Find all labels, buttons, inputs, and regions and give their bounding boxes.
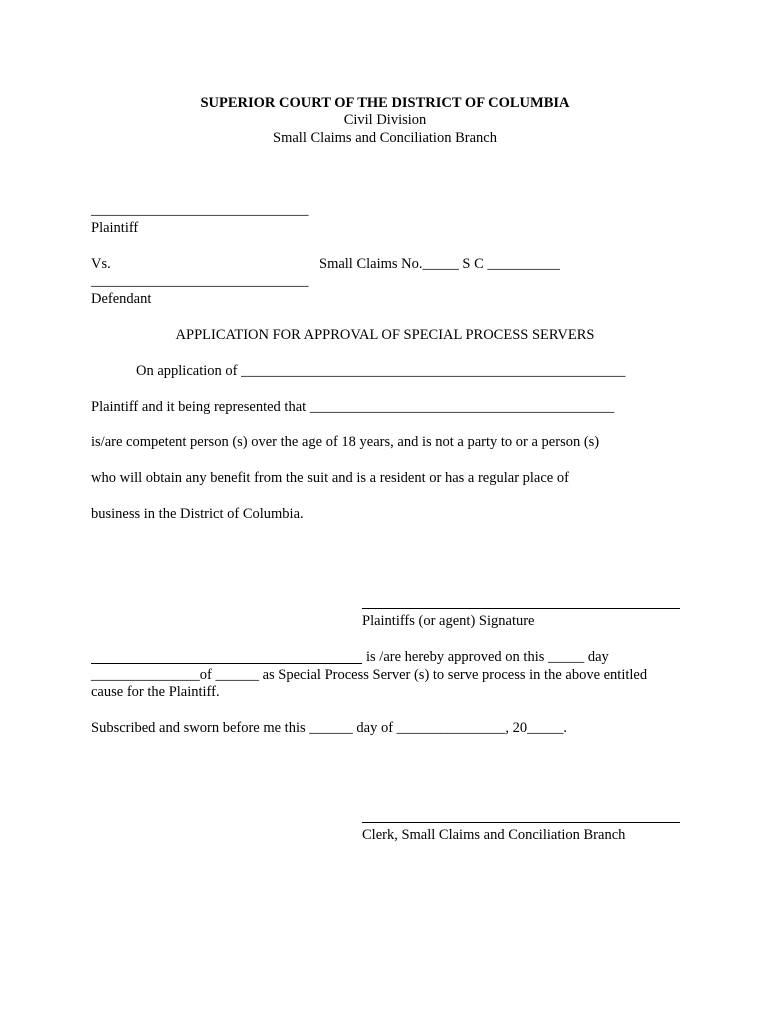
defendant-label: Defendant bbox=[91, 291, 152, 307]
plaintiff-label: Plaintiff bbox=[91, 220, 139, 236]
sworn-statement[interactable]: Subscribed and sworn before me this ______ day of _______________, 20_____. bbox=[91, 720, 568, 736]
versus-label: Vs. bbox=[91, 256, 111, 272]
division-name: Civil Division bbox=[343, 112, 427, 128]
approval-text: cause for the Plaintiff. bbox=[91, 684, 220, 700]
body-text-line: who will obtain any benefit from the suit and is a resident or has a regular place of bbox=[91, 470, 569, 486]
branch-name: Small Claims and Conciliation Branch bbox=[273, 130, 497, 146]
approved-person-line[interactable] bbox=[91, 663, 362, 664]
approval-text: is /are hereby approved on this _____ day bbox=[366, 649, 609, 665]
represented-line[interactable]: Plaintiff and it being represented that __________________________________________ bbox=[91, 399, 615, 415]
body-text-line: business in the District of Columbia. bbox=[91, 506, 304, 522]
clerk-signature-line[interactable] bbox=[362, 822, 680, 823]
body-text-line: is/are competent person (s) over the age of 18 years, and is not a party to or a person (s) bbox=[91, 434, 600, 450]
approval-text[interactable]: _______________of ______ as Special Process Server (s) to serve process in the above entitled bbox=[91, 667, 648, 683]
defendant-name-blank[interactable]: ______________________________ bbox=[91, 273, 309, 289]
case-number-field[interactable]: Small Claims No._____ S C __________ bbox=[319, 256, 560, 272]
plaintiff-signature-line[interactable] bbox=[362, 608, 680, 609]
clerk-signature-label: Clerk, Small Claims and Conciliation Branch bbox=[362, 827, 626, 843]
court-name: SUPERIOR COURT OF THE DISTRICT OF COLUMBIA bbox=[200, 95, 570, 111]
document-title: APPLICATION FOR APPROVAL OF SPECIAL PROCESS SERVERS bbox=[175, 327, 595, 343]
plaintiff-name-blank[interactable]: ______________________________ bbox=[91, 202, 309, 218]
application-of-line[interactable]: On application of _____________________________________________________ bbox=[136, 363, 626, 379]
plaintiff-signature-label: Plaintiffs (or agent) Signature bbox=[362, 613, 535, 629]
